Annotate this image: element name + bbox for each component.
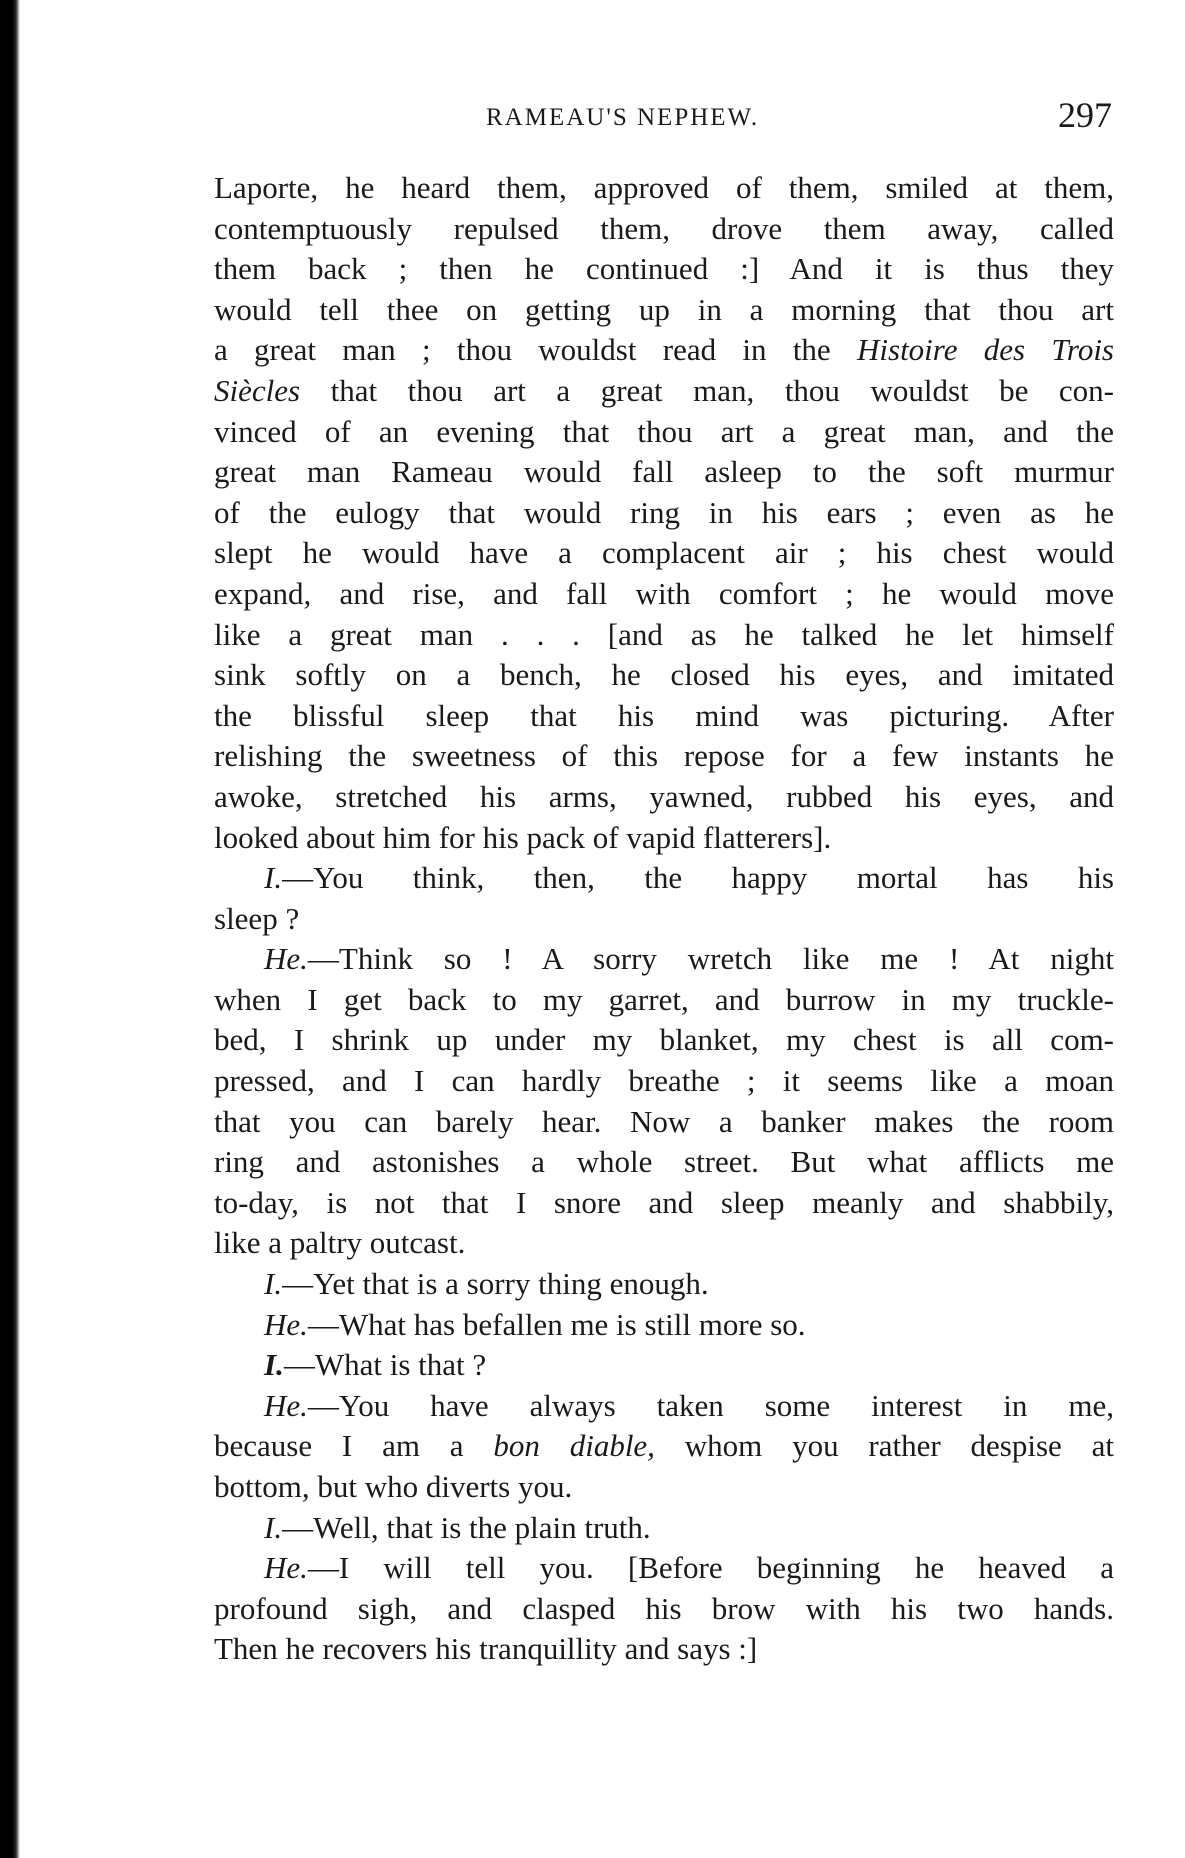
dialogue-line xyxy=(214,1386,1114,1427)
dialogue-text: —What has befallen me is still more so. xyxy=(307,1306,806,1342)
binding-edge xyxy=(0,0,20,1858)
text-line: vinced of an evening that thou art a great man, and the xyxy=(214,413,1114,449)
dialogue-text: —What is that ? xyxy=(283,1347,487,1383)
dialogue-line xyxy=(214,1508,1114,1549)
text-line: the blissful sleep that his mind was picturing. After xyxy=(214,697,1114,733)
foreign-phrase-italic: bon diable, xyxy=(493,1428,655,1464)
page-number: 297 xyxy=(1058,95,1112,135)
speaker-label: He. xyxy=(264,941,308,977)
body-text xyxy=(214,168,1114,1670)
speaker-label: He. xyxy=(264,1387,308,1423)
speaker-label: I. xyxy=(264,860,283,896)
text-run: a great man ; thou wouldst read in the xyxy=(214,332,831,368)
running-title: RAMEAU'S NEPHEW. xyxy=(486,104,760,131)
text-line: ring and astonishes a whole street. But what afflicts me xyxy=(214,1144,1114,1180)
text-line xyxy=(214,330,1114,371)
dialogue-line xyxy=(214,1305,1114,1346)
text-run: because I am a xyxy=(214,1428,464,1464)
page-header xyxy=(214,92,1114,142)
speaker-label: I. xyxy=(264,1266,283,1302)
text-line xyxy=(214,371,1114,412)
book-title-italic: Histoire des Trois xyxy=(857,332,1114,368)
text-line: them back ; then he continued :] And it is thus they xyxy=(214,251,1114,287)
dialogue-text: —Think so ! A sorry wretch like me ! At night xyxy=(307,941,1114,977)
text-line: sleep ? xyxy=(214,900,300,936)
dialogue-line xyxy=(214,939,1114,980)
text-line: like a paltry outcast. xyxy=(214,1225,466,1261)
dialogue-line xyxy=(214,1264,1114,1305)
book-title-italic: Siècles xyxy=(214,372,301,408)
text-line: relishing the sweetness of this repose for a few instants he xyxy=(214,738,1114,774)
speaker-label: I. xyxy=(264,1347,284,1383)
dialogue-text: —You think, then, the happy mortal has his xyxy=(282,860,1114,896)
text-run: that thou art a great man, thou wouldst be con- xyxy=(330,372,1114,408)
dialogue-line xyxy=(214,858,1114,899)
text-line: like a great man . . . [and as he talked he let himself xyxy=(214,616,1114,652)
text-line: great man Rameau would fall asleep to the soft murmur xyxy=(214,454,1114,490)
dialogue-line xyxy=(214,1345,1114,1386)
text-line: bed, I shrink up under my blanket, my chest is all com- xyxy=(214,1022,1114,1058)
text-line xyxy=(214,1426,1114,1467)
speaker-label: He. xyxy=(264,1306,308,1342)
speaker-label: He. xyxy=(264,1550,308,1586)
text-line: contemptuously repulsed them, drove them away, called xyxy=(214,210,1114,246)
text-line: when I get back to my garret, and burrow in my truckle- xyxy=(214,981,1114,1017)
text-line: slept he would have a complacent air ; his chest would xyxy=(214,535,1114,571)
text-line: Then he recovers his tranquillity and says :] xyxy=(214,1631,758,1667)
dialogue-text: —Well, that is the plain truth. xyxy=(282,1509,651,1545)
text-line: sink softly on a bench, he closed his eyes, and imitated xyxy=(214,657,1114,693)
text-line: would tell thee on getting up in a morning that thou art xyxy=(214,291,1114,327)
text-line: of the eulogy that would ring in his ears ; even as he xyxy=(214,494,1114,530)
text-line: profound sigh, and clasped his brow with his two hands. xyxy=(214,1590,1114,1626)
text-line: bottom, but who diverts you. xyxy=(214,1469,573,1504)
text-line: pressed, and I can hardly breathe ; it seems like a moan xyxy=(214,1063,1114,1099)
dialogue-text: —Yet that is a sorry thing enough. xyxy=(282,1266,709,1302)
dialogue-text: —You have always taken some interest in me, xyxy=(307,1387,1114,1423)
speaker-label: I. xyxy=(264,1509,283,1545)
text-line: awoke, stretched his arms, yawned, rubbed his eyes, and xyxy=(214,778,1114,814)
text-line: that you can barely hear. Now a banker makes the room xyxy=(214,1103,1114,1139)
dialogue-text: —I will tell you. [Before beginning he heaved a xyxy=(307,1550,1114,1586)
text-run: whom you rather despise at xyxy=(684,1428,1114,1464)
text-line: Laporte, he heard them, approved of them, smiled at them, xyxy=(214,170,1114,205)
dialogue-line xyxy=(214,1548,1114,1589)
text-line: expand, and rise, and fall with comfort ; he would move xyxy=(214,575,1114,611)
text-line: to-day, is not that I snore and sleep meanly and shabbily, xyxy=(214,1184,1114,1220)
text-line: looked about him for his pack of vapid flatterers]. xyxy=(214,819,832,855)
